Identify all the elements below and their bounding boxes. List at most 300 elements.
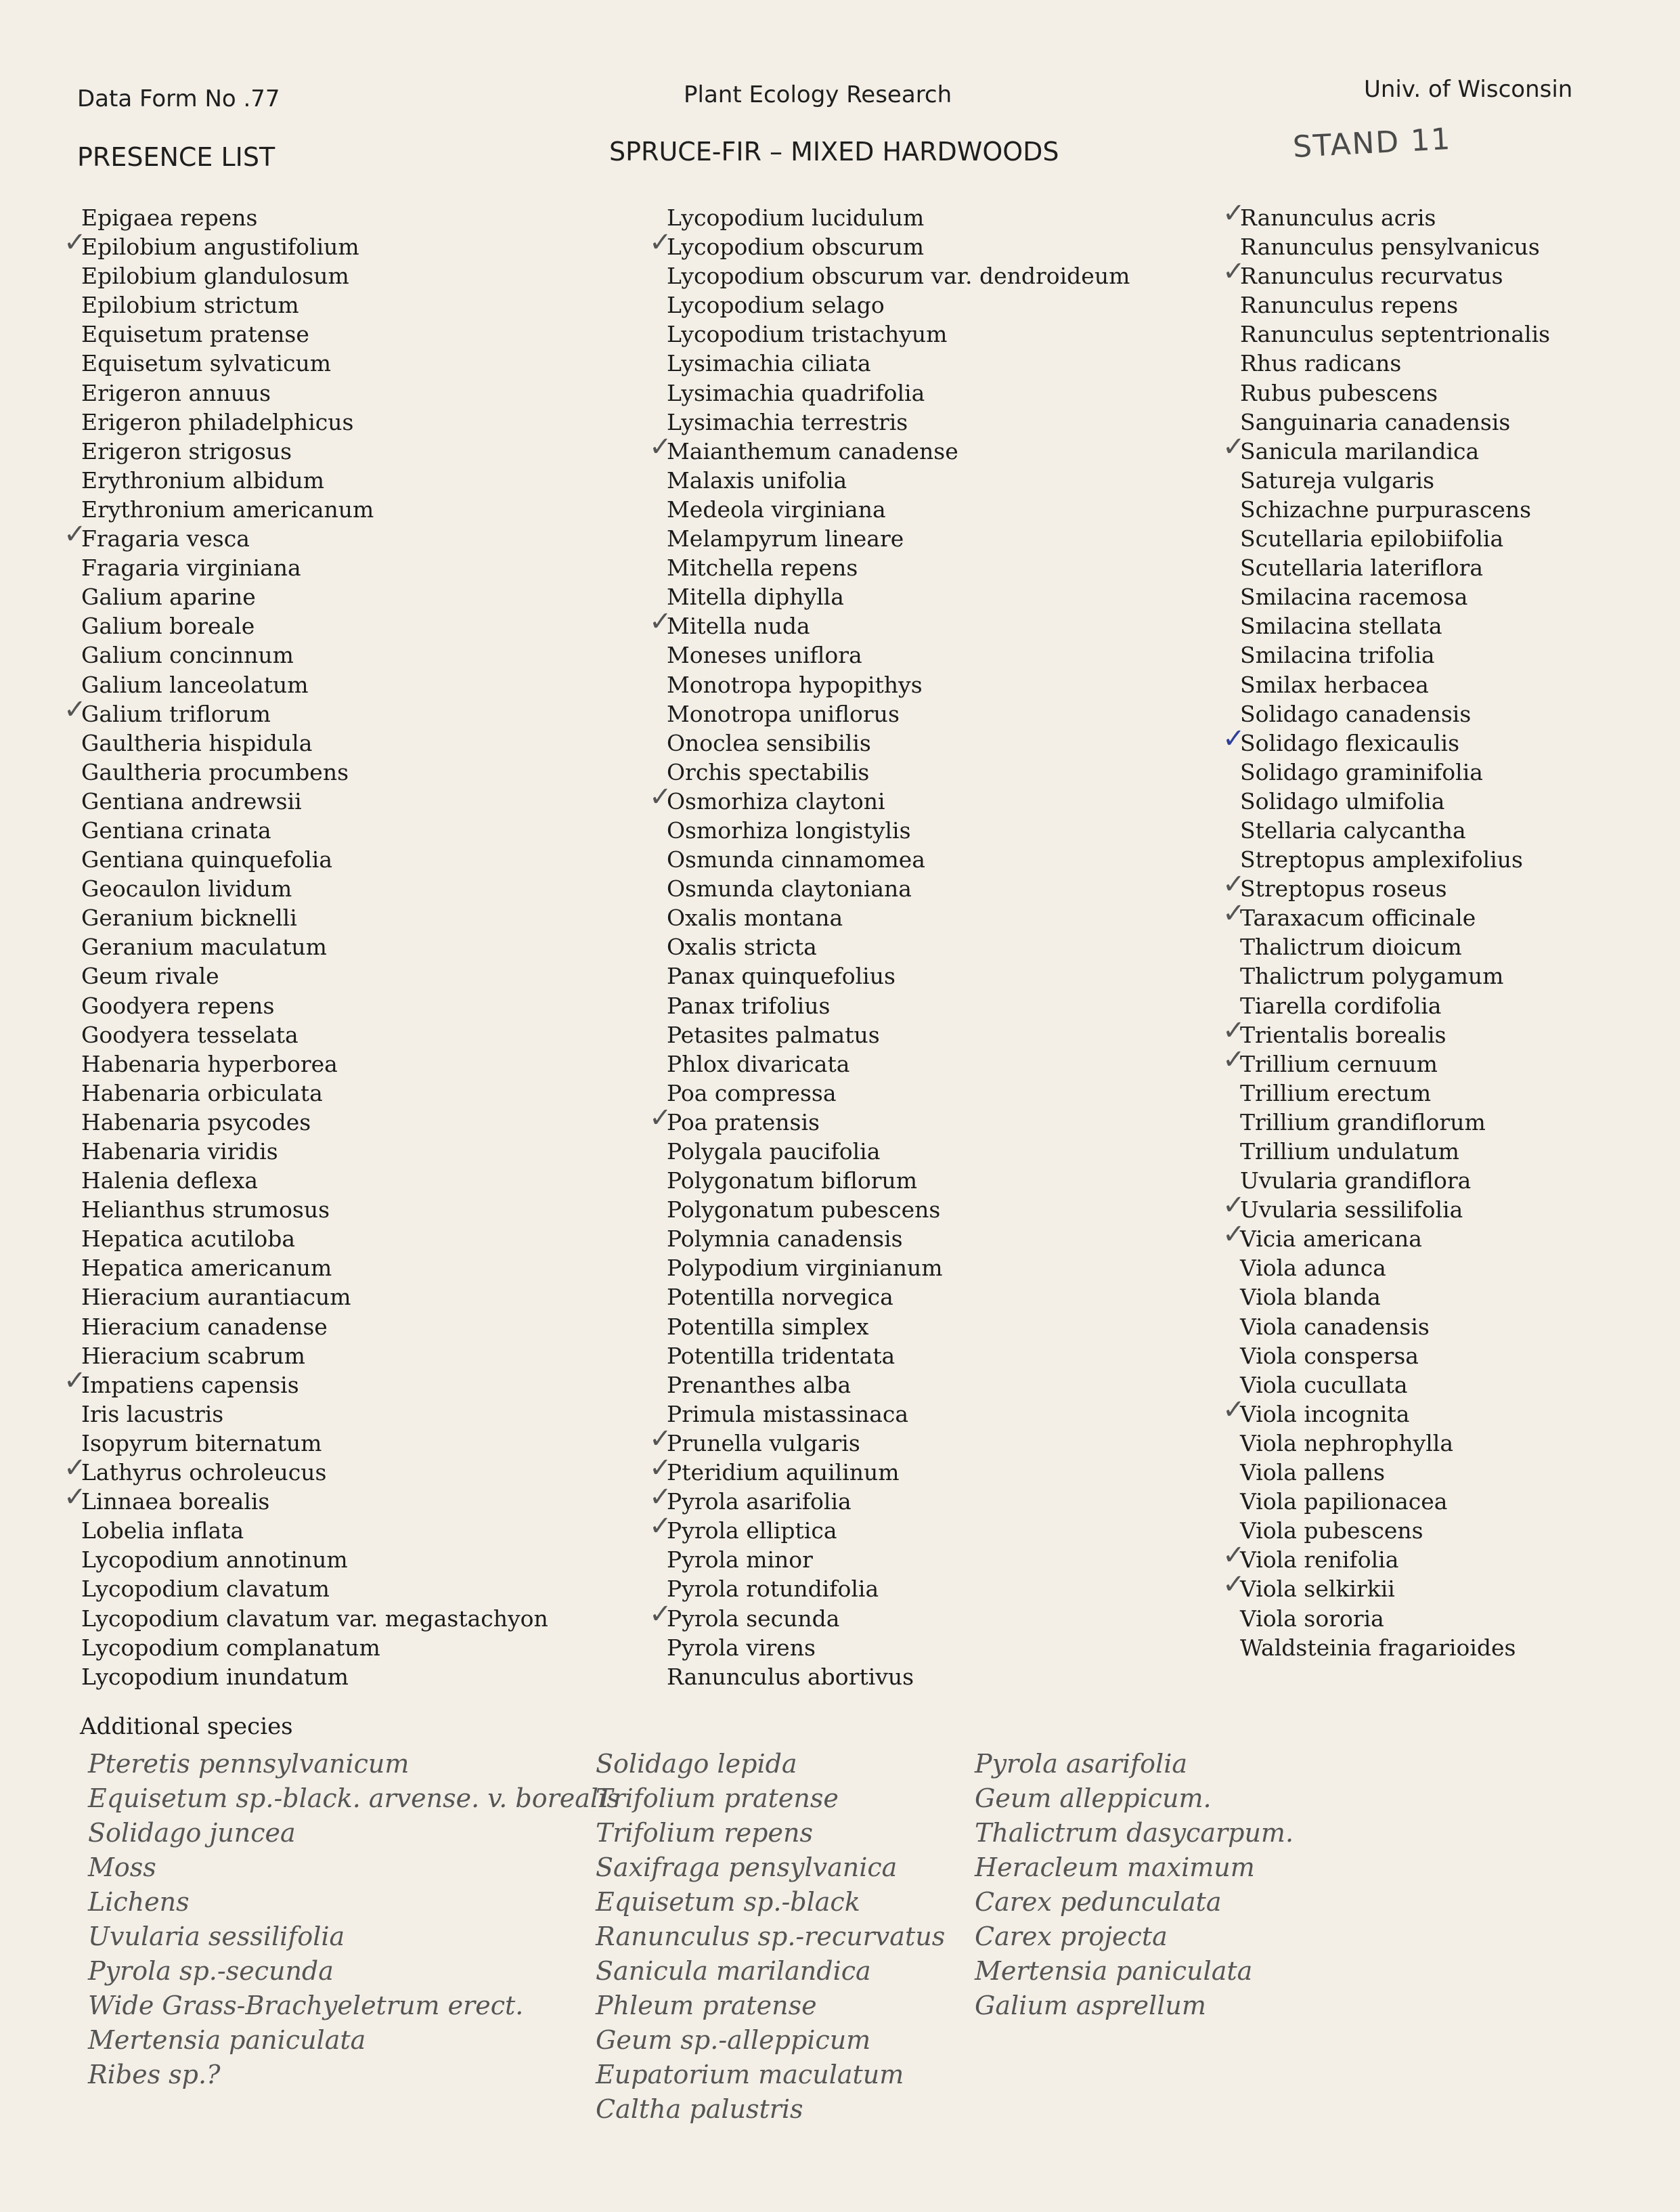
species-name: Viola pubescens [1240,1517,1423,1544]
handwritten-species: Moss [88,1852,156,1882]
handwritten-species: Ribes sp.? [88,2060,221,2089]
species-item [1222,198,1550,232]
handwritten-species: Mertensia paniculata [975,1956,1253,1986]
species-name: Fragaria vesca [81,525,250,552]
species-item [667,1049,1130,1079]
species-item [1222,1540,1550,1574]
species-item [1240,641,1550,670]
species-name: Pyrola rotundifolia [667,1576,879,1603]
species-name: Lobelia inflata [81,1517,244,1544]
form-number: Data Form No .77 [77,85,280,112]
species-item [667,1224,1130,1253]
checkmark-icon: ✓ [64,693,87,725]
species-name: Panax quinquefolius [667,963,896,990]
species-name: Tiarella cordifolia [1240,992,1442,1019]
checkmark-icon: ✓ [1222,1219,1245,1251]
species-item [649,1511,1130,1545]
species-item [1240,320,1550,349]
species-item [1222,1190,1550,1224]
species-name: Erigeron strigosus [81,437,292,464]
species-item [1240,699,1550,729]
species-item [81,961,548,991]
species-item [667,1633,1130,1662]
species-name: Geocaulon lividum [81,875,292,903]
species-name: Prenanthes alba [667,1371,852,1398]
species-name: Vicia americana [1240,1226,1422,1253]
species-name: Lycopodium inundatum [81,1663,349,1690]
species-name: Oxalis stricta [667,934,817,961]
species-item [667,203,1130,232]
handwritten-species: Caltha palustris [596,2094,803,2124]
species-name: Smilax herbacea [1240,671,1429,698]
species-item [667,1574,1130,1603]
species-item [667,991,1130,1020]
species-name: Habenaria orbiculata [81,1079,323,1106]
species-item [1240,1633,1550,1662]
species-item [1240,378,1550,408]
checkmark-icon: ✓ [64,519,87,550]
species-item [81,991,548,1020]
species-name: Lycopodium obscurum [667,234,925,261]
species-item [1240,670,1550,699]
species-item [1240,1341,1550,1370]
species-item [649,606,1130,641]
species-name: Lycopodium clavatum [81,1576,330,1603]
species-name: Lycopodium annotinum [81,1546,348,1574]
species-name: Rhus radicans [1240,350,1402,377]
species-name: Erythronium americanum [81,496,374,523]
species-name: Polypodium virginianum [667,1255,943,1282]
species-item [1240,466,1550,495]
species-name: Linnaea borealis [81,1488,270,1515]
species-name: Potentilla norvegica [667,1284,893,1311]
species-item [81,437,548,466]
species-name: Erigeron annuus [81,379,271,406]
species-item [81,582,548,611]
species-name: Uvularia sessilifolia [1240,1196,1463,1223]
species-item [667,1195,1130,1224]
checkmark-icon: ✓ [64,227,87,259]
species-item [81,378,548,408]
species-name: Pyrola minor [667,1546,813,1574]
species-name: Viola sororia [1240,1605,1384,1632]
species-name: Lysimachia quadrifolia [667,379,925,406]
species-item [667,290,1130,320]
checkmark-icon: ✓ [1222,256,1245,288]
handwritten-species: Carex projecta [975,1922,1168,1951]
handwritten-species: Trifolium pratense [596,1783,839,1813]
species-name: Ranunculus septentrionalis [1240,321,1551,348]
species-item [667,903,1130,932]
species-name: Viola pallens [1240,1459,1386,1486]
checkmark-icon: ✓ [1222,1014,1245,1046]
handwritten-species: Solidago lepida [596,1749,797,1779]
species-item [1240,290,1550,320]
species-item [649,227,1130,261]
species-item [81,641,548,670]
species-item [1240,758,1550,787]
handwritten-species: Trifolium repens [596,1818,813,1848]
species-name: Poa pratensis [667,1108,820,1135]
species-item [81,1282,548,1311]
species-name: Gentiana quinquefolia [81,846,333,873]
handwritten-species: Heracleum maximum [975,1852,1255,1882]
handwritten-species: Phleum pratense [596,1991,817,2020]
species-item [81,466,548,495]
species-name: Orchis spectabilis [667,758,870,785]
species-item [1240,1108,1550,1137]
species-item [81,903,548,932]
species-item [667,670,1130,699]
species-item [81,408,548,437]
species-item [81,1312,548,1341]
species-item [1240,1079,1550,1108]
species-name: Solidago graminifolia [1240,758,1483,785]
species-item [667,816,1130,845]
species-item [1222,431,1550,466]
species-name: Polygonatum biflorum [667,1167,918,1194]
species-item [1240,611,1550,641]
species-item [81,758,548,787]
species-item [667,845,1130,874]
species-item [667,699,1130,729]
species-name: Isopyrum biternatum [81,1429,322,1456]
species-item [81,1195,548,1224]
species-item [1240,1516,1550,1545]
species-item [1240,1166,1550,1195]
species-name: Waldsteinia fragarioides [1240,1634,1516,1661]
checkmark-icon: ✓ [1222,1393,1245,1425]
species-item [81,1224,548,1253]
checkmark-icon: ✓ [649,227,672,259]
species-name: Habenaria viridis [81,1138,278,1165]
species-item [667,1079,1130,1108]
species-name: Erigeron philadelphicus [81,408,354,435]
handwritten-species: Geum sp.-alleppicum [596,2025,871,2055]
species-item [1240,932,1550,961]
species-name: Satureja vulgaris [1240,467,1435,494]
species-item [1240,816,1550,845]
species-item [81,845,548,874]
species-item [667,261,1130,290]
species-name: Hieracium aurantiacum [81,1284,351,1311]
species-name: Geranium maculatum [81,934,327,961]
species-name: Mitchella repens [667,555,858,582]
species-name: Geum rivale [81,963,219,990]
checkmark-icon: ✓ [649,1511,672,1542]
species-name: Helianthus strumosus [81,1196,330,1223]
species-item [81,320,548,349]
species-item [667,1253,1130,1282]
species-item [1240,961,1550,991]
species-name: Uvularia grandiflora [1240,1167,1472,1194]
community-title: SPRUCE-FIR – MIXED HARDWOODS [609,137,1059,167]
handwritten-column-2 [596,1747,945,2127]
species-name: Equisetum pratense [81,321,309,348]
species-item [1240,1604,1550,1633]
species-item [1240,495,1550,524]
species-name: Polygonatum pubescens [667,1196,941,1223]
species-item [667,1370,1130,1400]
checkmark-icon: ✓ [649,1481,672,1513]
species-item [667,1662,1130,1691]
species-item [649,1102,1130,1137]
handwritten-species: Wide Grass-Brachyeletrum erect. [88,1991,524,2020]
species-item [64,1452,548,1487]
species-name: Hepatica americanum [81,1255,332,1282]
species-name: Melampyrum lineare [667,525,904,552]
species-name: Viola cucullata [1240,1371,1408,1398]
species-item [64,227,548,261]
species-item [81,932,548,961]
species-item [64,1364,548,1400]
checkmark-icon: ✓ [64,1452,87,1484]
species-name: Galium lanceolatum [81,671,309,698]
species-item [649,1481,1130,1516]
checkmark-icon: ✓ [649,1102,672,1133]
checkmark-icon: ✓ [649,1598,672,1630]
species-name: Viola nephrophylla [1240,1429,1453,1456]
species-name: Sanicula marilandica [1240,437,1480,464]
species-name: Polymnia canadensis [667,1226,903,1253]
handwritten-species: Equisetum sp.-black [596,1887,860,1917]
species-item [1222,1393,1550,1429]
list-title: PRESENCE LIST [77,142,275,172]
species-name: Phlox divaricata [667,1050,850,1077]
species-item [81,261,548,290]
species-item [667,553,1130,582]
species-item [81,874,548,903]
species-name: Pteridium aquilinum [667,1459,900,1486]
species-item [1240,524,1550,553]
species-name: Potentilla tridentata [667,1342,896,1369]
species-name: Trientalis borealis [1240,1021,1446,1048]
species-name: Monotropa hypopithys [667,671,923,698]
species-item [81,1166,548,1195]
species-name: Pyrola secunda [667,1605,840,1632]
species-name: Viola canadensis [1240,1313,1430,1340]
species-name: Gaultheria hispidula [81,729,313,756]
species-item [81,611,548,641]
species-name: Rubus pubescens [1240,379,1438,406]
species-name: Lycopodium selago [667,292,885,319]
species-item [1240,1429,1550,1458]
species-name: Lycopodium lucidulum [667,204,925,231]
species-item [64,693,548,729]
handwritten-species: Galium asprellum [975,1991,1206,2020]
species-name: Geranium bicknelli [81,905,297,932]
species-item [81,349,548,378]
species-name: Osmunda claytoniana [667,875,912,903]
species-name: Lycopodium tristachyum [667,321,948,348]
species-name: Fragaria virginiana [81,555,301,582]
species-item [1240,1458,1550,1487]
species-name: Osmunda cinnamomea [667,846,925,873]
species-item [81,1545,548,1574]
handwritten-species: Pteretis pennsylvanicum [88,1749,410,1779]
species-item [81,1137,548,1166]
species-item [1240,1282,1550,1311]
species-item [667,1020,1130,1049]
species-name: Trillium cernuum [1240,1050,1438,1077]
species-item [81,1400,548,1429]
species-item [1240,582,1550,611]
species-name: Onoclea sensibilis [667,729,871,756]
handwritten-species: Eupatorium maculatum [596,2060,904,2089]
species-item [649,781,1130,816]
species-item [81,1516,548,1545]
species-item [649,431,1130,466]
species-name: Thalictrum polygamum [1240,963,1504,990]
species-name: Ranunculus abortivus [667,1663,914,1690]
additional-species-label: Additional species [80,1713,293,1740]
species-item [81,1429,548,1458]
species-name: Smilacina stellata [1240,613,1442,640]
species-item [1240,1312,1550,1341]
checkmark-icon: ✓ [64,1481,87,1513]
species-item [667,961,1130,991]
species-name: Viola selkirkii [1240,1576,1395,1603]
species-item [667,932,1130,961]
species-item [1222,869,1550,903]
species-name: Smilacina racemosa [1240,584,1468,611]
species-name: Goodyera repens [81,992,275,1019]
species-name: Viola papilionacea [1240,1488,1448,1515]
species-name: Halenia deflexa [81,1167,258,1194]
species-name: Gentiana crinata [81,817,271,844]
species-name: Hieracium scabrum [81,1342,305,1369]
species-name: Poa compressa [667,1079,837,1106]
species-item [667,349,1130,378]
species-name: Mitella nuda [667,613,810,640]
handwritten-species: Ranunculus sp.-recurvatus [596,1922,946,1951]
species-name: Epilobium glandulosum [81,263,349,290]
species-item [649,1598,1130,1633]
species-item [667,874,1130,903]
species-name: Iris lacustris [81,1400,224,1427]
checkmark-icon: ✓ [649,431,672,462]
checkmark-icon: ✓ [1222,722,1245,754]
species-name: Streptopus roseus [1240,875,1447,903]
handwritten-species: Uvularia sessilifolia [88,1922,345,1951]
species-item [1222,722,1550,758]
species-column-3 [1222,198,1551,1662]
species-name: Goodyera tesselata [81,1021,299,1048]
checkmark-icon: ✓ [1222,431,1245,462]
species-name: Lycopodium clavatum var. megastachyon [81,1605,548,1632]
species-item [81,203,548,232]
species-column-1 [64,203,548,1691]
species-item [81,1079,548,1108]
species-name: Viola blanda [1240,1284,1381,1311]
species-name: Gentiana andrewsii [81,787,302,815]
species-item [1240,553,1550,582]
species-item [1240,991,1550,1020]
handwritten-column-1 [88,1747,620,2092]
species-item [81,1633,548,1662]
checkmark-icon: ✓ [1222,898,1245,930]
handwritten-species: Thalictrum dasycarpum. [975,1818,1294,1848]
species-name: Oxalis montana [667,905,843,932]
species-name: Potentilla simplex [667,1313,869,1340]
species-name: Habenaria psycodes [81,1108,311,1135]
species-item [667,582,1130,611]
species-item [81,729,548,758]
species-name: Epilobium strictum [81,292,299,319]
species-item [667,466,1130,495]
species-name: Epilobium angustifolium [81,234,359,261]
checkmark-icon: ✓ [1222,869,1245,901]
species-name: Taraxacum officinale [1240,905,1476,932]
species-name: Polygala paucifolia [667,1138,881,1165]
species-name: Galium boreale [81,613,255,640]
species-item [667,1282,1130,1311]
handwritten-species: Solidago juncea [88,1818,296,1848]
handwritten-species: Sanicula marilandica [596,1956,871,1986]
species-item [64,1481,548,1516]
species-item [1222,1014,1550,1049]
species-item [81,1108,548,1137]
species-name: Schizachne purpurascens [1240,496,1532,523]
species-name: Scutellaria epilobiifolia [1240,525,1504,552]
species-name: Impatiens capensis [81,1371,299,1398]
species-name: Prunella vulgaris [667,1429,860,1456]
species-name: Lycopodium obscurum var. dendroideum [667,263,1130,290]
checkmark-icon: ✓ [64,1364,87,1396]
species-name: Lysimachia terrestris [667,408,908,435]
species-name: Galium concinnum [81,642,294,669]
species-item [81,553,548,582]
species-name: Sanguinaria canadensis [1240,408,1511,435]
species-item [81,1049,548,1079]
species-column-2 [649,203,1130,1691]
species-item [667,524,1130,553]
handwritten-species: Geum alleppicum. [975,1783,1212,1813]
species-item [81,1662,548,1691]
species-item [81,787,548,816]
species-name: Pyrola asarifolia [667,1488,852,1515]
species-item [64,519,548,553]
species-item [81,290,548,320]
checkmark-icon: ✓ [1222,1043,1245,1075]
species-item [667,408,1130,437]
species-name: Equisetum sylvaticum [81,350,332,377]
species-name: Streptopus amplexifolius [1240,846,1523,873]
species-item [1240,1487,1550,1516]
species-item [667,729,1130,758]
species-name: Galium triflorum [81,700,271,727]
species-item [667,1341,1130,1370]
species-name: Maianthemum canadense [667,437,958,464]
handwritten-species: Lichens [88,1887,190,1917]
species-item [667,641,1130,670]
species-item [1222,898,1550,932]
species-name: Erythronium albidum [81,467,325,494]
species-name: Solidago canadensis [1240,700,1472,727]
species-item [667,320,1130,349]
species-name: Mitella diphylla [667,584,844,611]
species-item [667,378,1130,408]
species-name: Gaultheria procumbens [81,758,349,785]
species-item [667,1400,1130,1429]
species-name: Pyrola elliptica [667,1517,837,1544]
species-name: Solidago flexicaulis [1240,729,1460,756]
handwritten-species: Mertensia paniculata [88,2025,366,2055]
checkmark-icon: ✓ [649,781,672,812]
species-name: Panax trifolius [667,992,831,1019]
species-item [667,1166,1130,1195]
species-item [1240,232,1550,261]
